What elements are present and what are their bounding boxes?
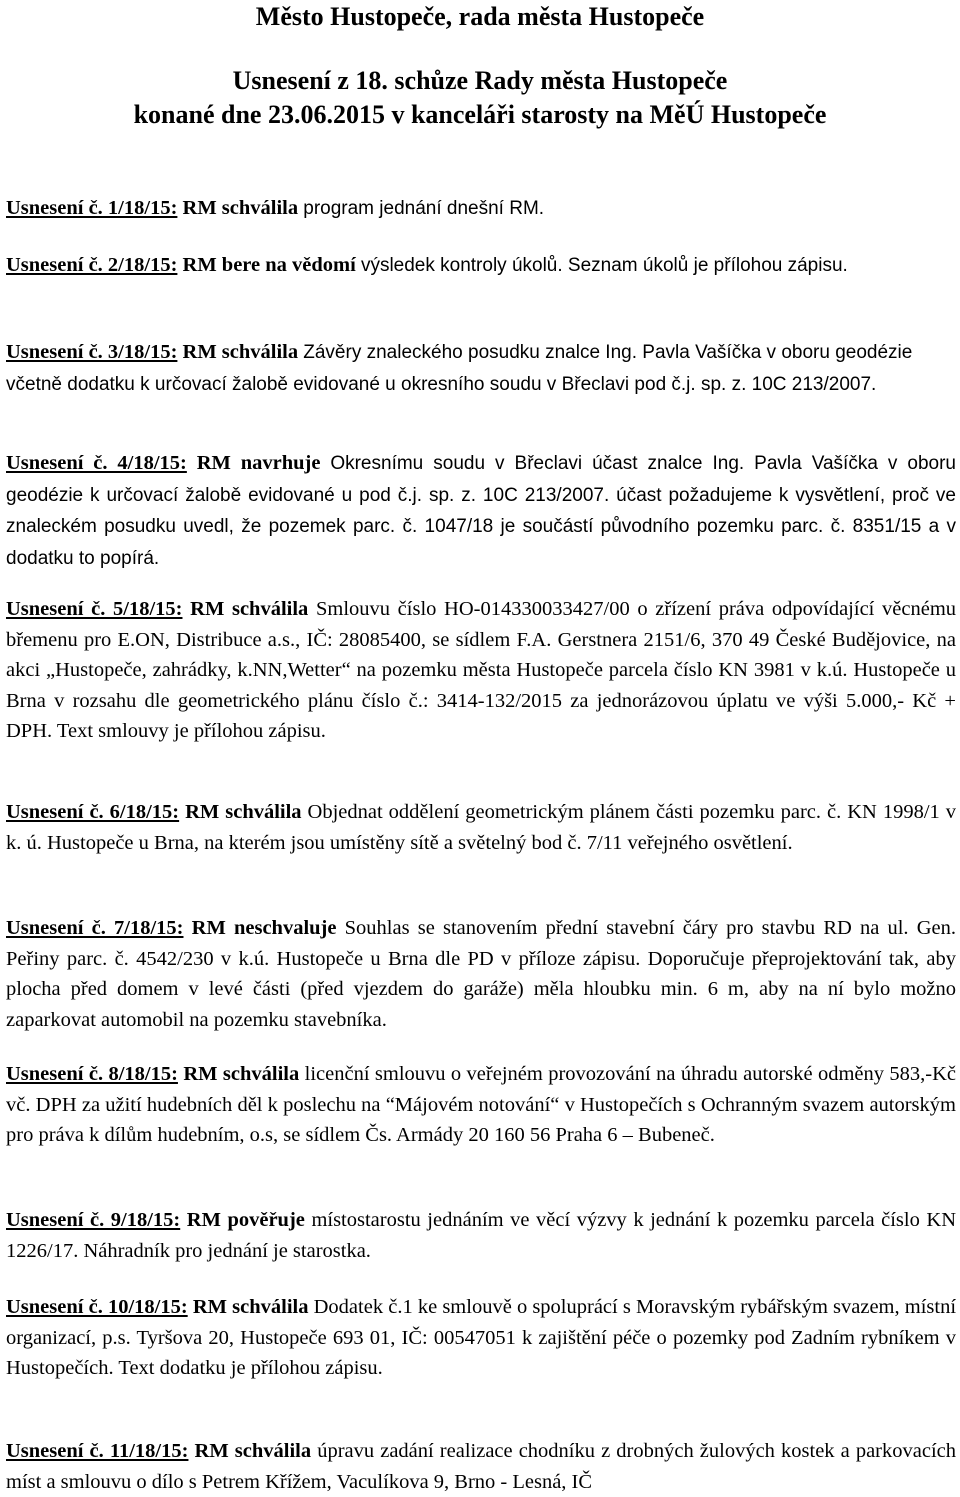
resolution-text: program jednání dnešní RM.	[303, 198, 545, 219]
resolution-verb: RM navrhuje	[196, 452, 321, 474]
resolution-verb: RM pověřuje	[186, 1209, 305, 1231]
resolution-8	[6, 1059, 956, 1151]
resolution-text: výsledek kontroly úkolů. Seznam úkolů je přílohou zápisu.	[360, 255, 848, 276]
resolution-number: Usnesení č. 8/18/15:	[6, 1063, 178, 1085]
resolution-verb: RM schválila	[183, 1063, 300, 1085]
resolution-verb: RM schválila	[182, 197, 299, 219]
resolution-4	[6, 448, 956, 574]
resolution-number: Usnesení č. 4/18/15:	[6, 452, 187, 474]
resolution-number: Usnesení č. 9/18/15:	[6, 1209, 181, 1231]
resolution-3	[6, 337, 956, 400]
resolution-5	[6, 594, 956, 747]
meeting-date-place: konané dne 23.06.2015 v kanceláři starosty na MěÚ Hustopeče	[133, 100, 827, 129]
resolution-text: úpravu zadání realizace chodníku z drobných žulových kostek a parkovacích míst a smlouvu o dílo s Petrem Křížem, Vaculíkova 9, Brno - Lesná, IČ	[6, 1440, 956, 1493]
resolution-9	[6, 1205, 956, 1266]
resolution-text: Smlouvu číslo HO-014330033427/00 o zřízení práva odpovídající věcnému břemenu pro E.ON, Distribuce a.s., IČ: 28085400, se sídlem F.A. Gerstnera 2151/6, 370 49 České Budějovice, na akci „Hustopeče, zahrádky, k.NN,Wetter“ na pozemku města Hustopeče parcela číslo KN 3981 v k.ú. Hustopeče u Brna v rozsahu dle geometrického plánu číslo č.: 3414-132/2015 za jednorázovou úplatu ve výši 5.000,- Kč + DPH. Text smlouvy je přílohou zápisu.	[6, 598, 957, 743]
meeting-title: Usnesení z 18. schůze Rady města Hustopeče	[232, 66, 728, 95]
resolution-number: Usnesení č. 2/18/15:	[6, 254, 178, 276]
resolution-verb: RM schválila	[185, 801, 302, 823]
resolution-11	[6, 1436, 956, 1497]
resolution-number: Usnesení č. 7/18/15:	[6, 917, 184, 939]
resolution-number: Usnesení č. 11/18/15:	[6, 1440, 189, 1462]
resolution-verb: RM schválila	[192, 1296, 309, 1318]
resolution-number: Usnesení č. 3/18/15:	[6, 341, 178, 363]
resolution-2	[6, 250, 956, 282]
resolution-7	[6, 913, 956, 1035]
resolution-verb: RM bere na vědomí	[182, 254, 356, 276]
resolution-number: Usnesení č. 6/18/15:	[6, 801, 180, 823]
resolution-text: místostarostu jednáním ve věcí výzvy k jednání k pozemku parcela číslo KN 1226/17. Náhradník pro jednání je starostka.	[6, 1209, 957, 1262]
resolution-number: Usnesení č. 10/18/15:	[6, 1296, 188, 1318]
resolution-10	[6, 1292, 956, 1384]
document-heading: Město Hustopeče, rada města Hustopeče	[255, 2, 705, 31]
resolution-text: Objednat oddělení geometrickým plánem části pozemku parc. č. KN 1998/1 v k. ú. Hustopeče u Brna, na kterém jsou umístěny sítě a světelný bod č. 7/11 veřejného osvětlení.	[6, 801, 956, 854]
resolution-verb: RM schválila	[182, 341, 299, 363]
resolution-1	[6, 193, 956, 225]
resolution-text: Okresnímu soudu v Břeclavi účast znalce Ing. Pavla Vašíčka v oboru geodézie k určovací žalobě evidované u pod č.j. sp. z. 10C 213/2007. účast požadujeme k vysvětlení, proč ve znaleckém posudku uvedl, že pozemek parc. č. 1047/18 je součástí původního pozemku parc. č. 8351/15 a v dodatku to popírá.	[6, 453, 956, 569]
resolution-text: licenční smlouvu o veřejném provozování na úhradu autorské odměny 583,-Kč vč. DPH za užití hudebních děl k poslechu na “Májovém notování“ v Hustopečích s Ochranným svazem autorským pro práva k dílům hudebním, o.s, se sídlem Čs. Armády 20 160 56 Praha 6 – Bubeneč.	[6, 1063, 957, 1147]
resolution-verb: RM schválila	[190, 598, 309, 620]
resolution-verb: RM schválila	[194, 1440, 312, 1462]
resolution-6	[6, 797, 956, 858]
resolution-number: Usnesení č. 1/18/15:	[6, 197, 178, 219]
resolution-number: Usnesení č. 5/18/15:	[6, 598, 183, 620]
resolution-verb: RM neschvaluje	[191, 917, 337, 939]
resolution-text: Závěry znaleckého posudku znalce Ing. Pavla Vašíčka v oboru geodézie včetně dodatku k určovací žalobě evidované u okresního soudu v Břeclavi pod č.j. sp. z. 10C 213/2007.	[6, 342, 913, 395]
resolution-text: Souhlas se stanovením přední stavební čáry pro stavbu RD na ul. Gen. Peřiny parc. č. 4542/230 v k.ú. Hustopeče u Brna dle PD v příloze zápisu. Doporučuje přeprojektování tak, aby plocha před domem v levé části (před vjezdem do garáže) měla hloubku min. 6 m, aby na ní bylo možno zaparkovat automobil na pozemku stavebníka.	[6, 917, 957, 1031]
resolution-text: Dodatek č.1 ke smlouvě o spoluprácí s Moravským rybářským svazem, místní organizací, p.s. Tyršova 20, Hustopeče 693 01, IČ: 00547051 k zajištění péče o pozemky pod Zadním rybníkem v Hustopečích. Text dodatku je přílohou zápisu.	[6, 1296, 957, 1380]
